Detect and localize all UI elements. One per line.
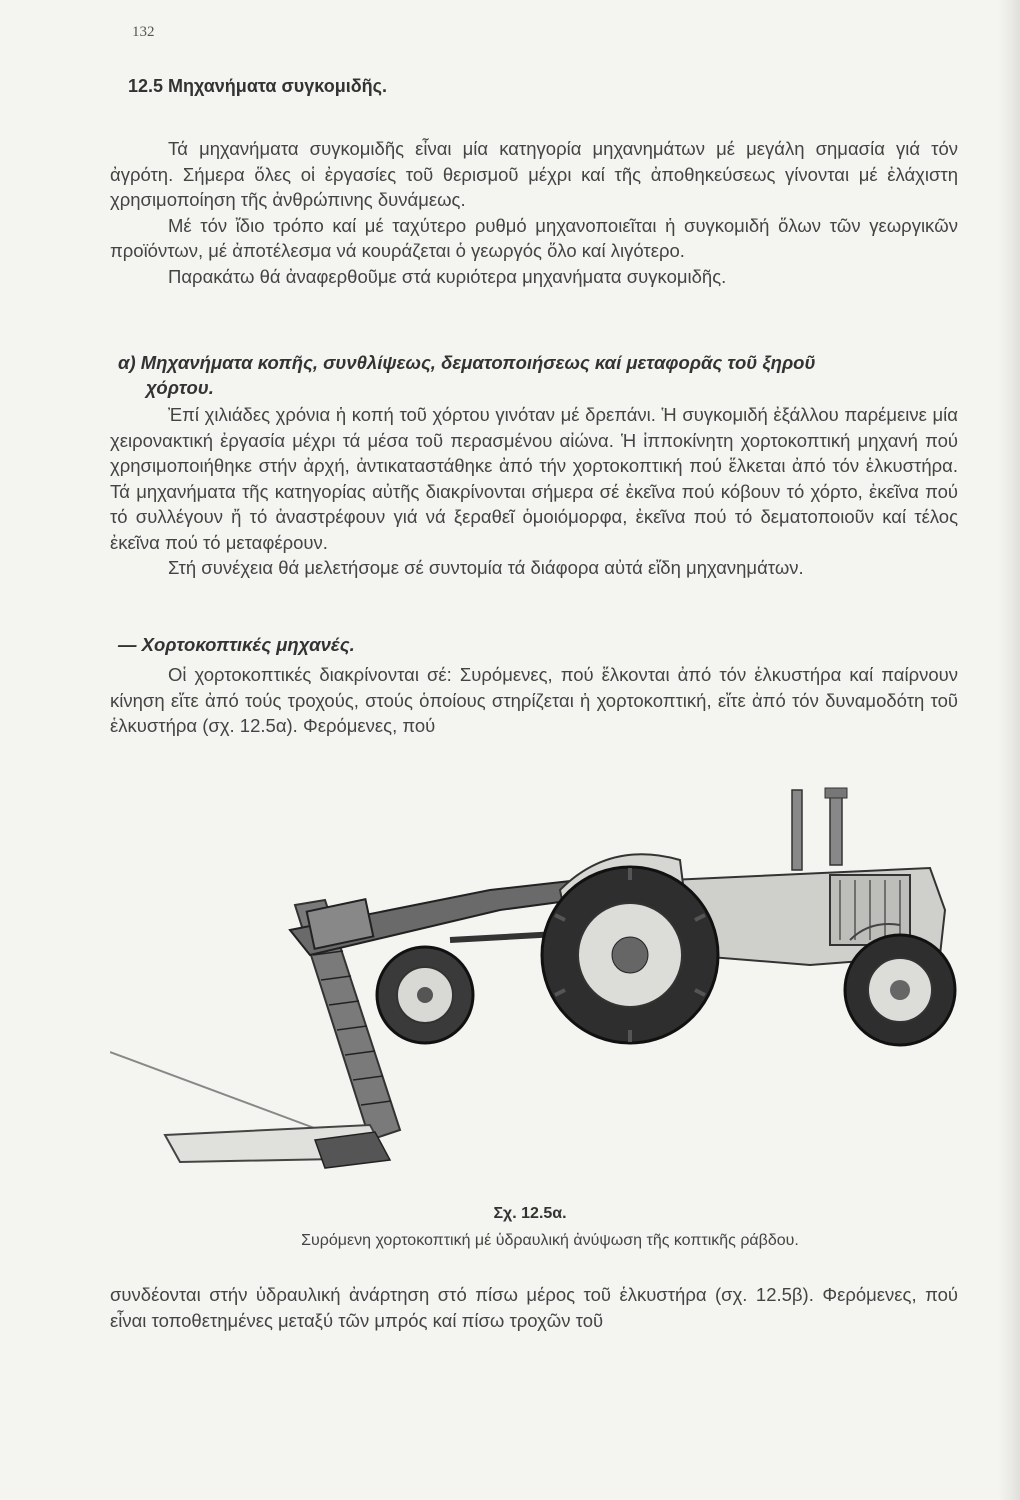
intro-paragraph-3: Παρακάτω θά ἀναφερθοῦμε στά κυριότερα μηχανήματα συγκομιδῆς.: [168, 265, 727, 287]
page-number: 132: [132, 24, 155, 40]
figure-label: Σχ. 12.5α.: [493, 1205, 567, 1222]
subheading-a-line1: α) Μηχανήματα κοπῆς, συνθλίψεως, δεματοποιήσεως καί μεταφορᾶς τοῦ ξηροῦ: [118, 352, 816, 373]
subheading-a: [118, 350, 958, 400]
section-title: 12.5 Μηχανήματα συγκομιδῆς.: [128, 76, 388, 96]
exhaust-pipe: [792, 790, 802, 870]
closing-text: [110, 1282, 958, 1333]
mowers-paragraph: Οἱ χορτοκοπτικές διακρίνονται σέ: Συρόμενες, πού ἕλκονται ἀπό τόν ἑλκυστήρα καί παίρνουν κίνηση εἴτε ἀπό τούς τροχούς, στούς ὁποίους στηρίζεται ἡ χορτοκοπτική, εἴτε ἀπό τόν δυναμοδότη τοῦ ἑλκυστήρα (σχ. 12.5α). Φερόμενες, πού: [110, 664, 958, 736]
intro-paragraph-2: Μέ τόν ἴδιο τρόπο καί μέ ταχύτερο ρυθμό μηχανοποιεῖται ἡ συγκομιδή ὅλων τῶν γεωργικῶν προϊόντων, μέ ἀποτέλεσμα νά κουράζεται ὁ γεωργός ὅλο καί λιγότερο.: [110, 214, 958, 261]
mowers-text: [110, 662, 958, 739]
air-intake: [830, 795, 842, 865]
air-intake-cap: [825, 788, 847, 798]
rear-wheel-hub: [612, 937, 648, 973]
figure-caption: Συρόμενη χορτοκοπτική μέ ὑδραυλική ἀνύψωση τῆς κοπτικῆς ράβδου.: [301, 1232, 799, 1249]
subheading-mowers: — Χορτοκοπτικές μηχανές.: [118, 634, 355, 655]
cutter-bar-shadow-line: [110, 1052, 325, 1132]
page-edge-shadow: [998, 0, 1020, 1500]
subheading-a-line2: χόρτου.: [146, 377, 214, 398]
closing-paragraph: συνδέονται στήν ὑδραυλική ἀνάρτηση στό πίσω μέρος τοῦ ἑλκυστήρα (σχ. 12.5β). Φερόμενες, πού εἶναι τοποθετημένες μεταξύ τῶν μπρός καί πίσω τροχῶν τοῦ: [110, 1284, 958, 1331]
front-wheel-hub: [890, 980, 910, 1000]
section-a-paragraph-2: Στή συνέχεια θά μελετήσομε σέ συντομία τά διάφορα αὐτά εἴδη μηχανημάτων.: [168, 557, 804, 578]
intro-text: [110, 136, 958, 289]
tractor-mower-illustration: [110, 780, 960, 1180]
section-a-paragraph-1: Ἐπί χιλιάδες χρόνια ἡ κοπή τοῦ χόρτου γινόταν μέ δρεπάνι. Ἡ συγκομιδή ἐξάλλου παρέμεινε μία χειρονακτική ἐργασία μέχρι τά μέσα τοῦ περασμένου αἰώνα. Ἡ ἱπποκίνητη χορτοκοπτική μηχανή πού χρησιμοποιήθηκε στήν ἀρχή, ἀντικαταστάθηκε ἀπό τήν χορτοκοπτική πού ἕλκεται ἀπό τόν ἑλκυστήρα. Τά μηχανήματα τῆς κατηγορίας αὐτῆς διακρίνονται σήμερα σέ ἐκεῖνα πού κόβουν τό χόρτο, ἐκεῖνα πού τό συλλέγουν ἤ τό ἀναστρέφουν γιά νά ξεραθεῖ ὁμοιόμορφα, ἐκεῖνα πού τό δεματοποιοῦν καί τέλος ἐκεῖνα πού τό μεταφέρουν.: [110, 404, 958, 553]
intro-paragraph-1: Τά μηχανήματα συγκομιδῆς εἶναι μία κατηγορία μηχανημάτων μέ μεγάλη σημασία γιά τόν ἀγρότη. Σήμερα ὅλες οἱ ἐργασίες τοῦ θερισμοῦ μέχρι καί τῆς ἀποθηκεύσεως γίνονται μέ ἐλάχιστη χρησιμοποίηση τῆς ἀνθρώπινης δυνάμεως.: [110, 138, 958, 210]
mower-wheel-hub: [417, 987, 433, 1003]
section-a-text: [110, 402, 958, 581]
